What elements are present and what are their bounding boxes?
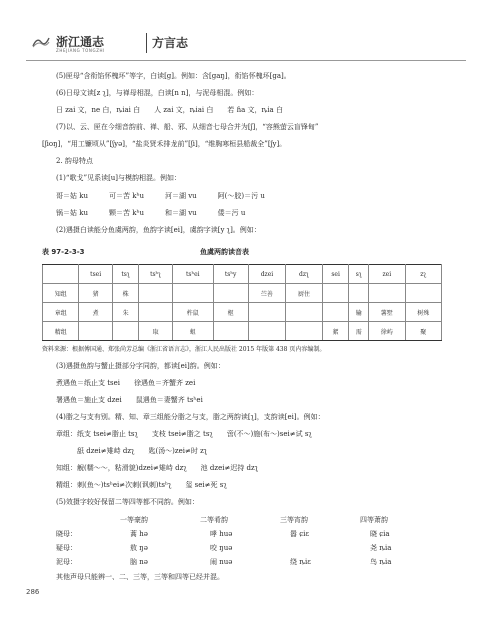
- header-rule: [26, 60, 466, 61]
- table-header-cell: zei: [369, 265, 405, 284]
- compare-cell: 敖 ŋə: [130, 544, 148, 552]
- compare-row-label: 晓母：: [56, 530, 77, 538]
- table-row-label: 知组: [43, 284, 79, 303]
- page-number: 286: [26, 588, 40, 596]
- text-line: (5)匣母“含衔馅怀槐坏”等字，白读[g]。例如：含[gaŋ]，衔馅怀槐坏[ga]。: [56, 72, 291, 80]
- table-cell: 聚: [405, 322, 441, 341]
- table-cell: [286, 303, 322, 322]
- table-cell: 树殊: [405, 303, 441, 322]
- closing-line: 其他声母只能辨一、二、三等，三等和四等已经并混。: [56, 573, 224, 581]
- compare-cell: 哮 huə: [210, 530, 233, 538]
- table-cell: [248, 322, 286, 341]
- compare-row-label: 疑母：: [56, 544, 77, 552]
- text-line: (2)遇摄白读能分鱼虞两韵，鱼韵字读[ei]，虞韵字读[y ʅ]。例如：: [56, 226, 261, 234]
- table-cell: [349, 284, 369, 303]
- table-cell: 猪: [79, 284, 112, 303]
- section-title: 方言志: [152, 36, 189, 50]
- table-row: [43, 284, 442, 303]
- table-cell: [322, 284, 349, 303]
- table-header-cell: zʅ: [405, 265, 441, 284]
- text-line: (1)“歌戈”见系读[u]与模韵相混。例如：: [56, 174, 182, 182]
- table-header-cell: sei: [322, 265, 349, 284]
- table-cell: [139, 284, 173, 303]
- table-cell: 需: [349, 322, 369, 341]
- table-header-cell: tsei: [79, 265, 112, 284]
- page-footer: [26, 580, 466, 600]
- compare-cell: 蒿 hə: [130, 530, 148, 538]
- table-cell: [172, 284, 213, 303]
- compare-cell: 嚣 ɕiɛ: [290, 530, 310, 538]
- text-line: (5)效摄字较好保留二等四等都不同韵。例如：: [56, 498, 199, 506]
- table-cell: 徐屿: [369, 322, 405, 341]
- table-number: 表 97-2-3-3: [42, 248, 85, 256]
- compare-cell: 晓 ɕia: [370, 530, 390, 538]
- table-row-label: 章组: [43, 303, 79, 322]
- compare-cell: 闹 nuə: [210, 558, 233, 566]
- text-line: 煮遇鱼＝纸止支 tsei 徐遇鱼＝齐蟹齐 zei: [56, 379, 196, 387]
- text-line: [ʃioŋ]，“用工镰顷从”[ʃyə]，“盐炎贤禾排龙前”[ʃi]，“维胸寒桓县船裁全”[ʃy]。: [42, 140, 287, 148]
- page-header: [26, 26, 466, 64]
- table-cell: [79, 322, 112, 341]
- compare-cell: 鸟 ȵia: [370, 558, 392, 566]
- compare-header: 四等萧韵: [360, 516, 388, 524]
- table-row: [43, 322, 442, 341]
- readings-table: [42, 264, 442, 341]
- text-line: 知组：觬(糯～～，粘滑貌)dzei≠雉峙 dzʅ 池 dzei≠迟持 dzʅ: [56, 464, 259, 472]
- compare-header: 二等肴韵: [200, 516, 228, 524]
- table-cell: [213, 284, 248, 303]
- table-cell: 絮: [322, 322, 349, 341]
- table-cell: [286, 322, 322, 341]
- text-line: 精组：刺(鱼～)tsʰei≠次刺(讽刺)tsʰʅ 玺 sei≠死 sʅ: [56, 481, 227, 489]
- text-line: 章组：纸支 tsei≠脂止 tsʅ 支枝 tsei≠脂之 tsʅ 啻(不～)施(布～)sei≠试 sʅ: [56, 430, 312, 438]
- table-header-cell: tsʰy: [213, 265, 248, 284]
- text-line: 2. 韵母特点: [56, 157, 93, 165]
- text-line: 锅＝姑 ku 颗＝苦 kʰu 和＝湖 vu 倭＝污 u: [56, 209, 246, 217]
- compare-cell: 绕 ȵiɛ: [290, 558, 311, 566]
- table-cell: 薯墅: [369, 303, 405, 322]
- compare-cell: 咬 ŋuə: [210, 544, 233, 552]
- table-header-cell: tsʅ: [112, 265, 138, 284]
- brand-title: 浙江通志: [56, 35, 105, 49]
- text-line: 舐 dzei≠雉峙 dzʅ 匙(汤～)zei≠时 zʅ: [56, 447, 208, 455]
- table-cell: 苎善: [248, 284, 286, 303]
- text-line: (3)遇摄鱼韵与蟹止摄部分字同韵，都读[ei]韵。例如：: [56, 362, 225, 370]
- table-cell: 朱: [112, 303, 138, 322]
- text-line: (7)以、云、匣在今细音韵前、禅、船、邪、从细音七母合并为[ʃ]，“容熊萤云盲锋甸”: [56, 123, 319, 131]
- text-line: (6)日母文读[z ʅ]，与禅母相混，白读[n n]，与泥母相混。例如：: [56, 89, 259, 97]
- compare-cell: 尧 ȵia: [370, 544, 392, 552]
- logo-icon: [32, 36, 50, 48]
- table-cell: 蛆: [172, 322, 213, 341]
- text-line: 日 zai 文，ne 白，ȵiai 白 人 zai 文，ȵiai 白 若 ɦa 文，ȵia 白: [56, 106, 283, 114]
- table-header-cell: tsʰʅ: [139, 265, 173, 284]
- table-cell: 厨住: [286, 284, 322, 303]
- table-header-cell: dzei: [248, 265, 286, 284]
- table-header-cell: sʅ: [349, 265, 369, 284]
- table-header-row: [43, 265, 442, 284]
- text-line: 哥＝姑 ku 可＝苦 kʰu 河＝湖 vu 阿(～胶)＝污 u: [56, 192, 265, 200]
- table-cell: [248, 303, 286, 322]
- text-line: (4)脂之与支有别。精、知、章三组能分脂之与支，脂之两韵读[ʅ]，支韵读[ei]。例如：: [56, 413, 325, 421]
- table-cell: [405, 284, 441, 303]
- compare-row-label: 泥母：: [56, 558, 77, 566]
- table-cell: 煮: [79, 303, 112, 322]
- table-cell: [213, 322, 248, 341]
- table-cell: 株: [112, 284, 138, 303]
- table-row-label: 精组: [43, 322, 79, 341]
- table-source-note: 资料来源：根据傅国通、郑张尚芳总编《浙江省语言志》，浙江人民出版社 2015 年版第 438 页内容编制。: [42, 346, 326, 353]
- table-cell: 取: [139, 322, 173, 341]
- header-divider: [146, 33, 147, 53]
- table-row: [43, 303, 442, 322]
- table-cell: 输: [349, 303, 369, 322]
- compare-cell: 脑 nə: [130, 558, 148, 566]
- table-cell: 杵鼠: [172, 303, 213, 322]
- compare-header: 一等豪韵: [120, 516, 148, 524]
- brand-subtitle: ZHEJIANG TONGZHI: [56, 48, 105, 53]
- table-cell: [112, 322, 138, 341]
- text-line: 署遇鱼＝施止支 dzei 鼠遇鱼＝妻蟹齐 tsʰei: [56, 396, 203, 404]
- table-header-cell: dzʅ: [286, 265, 322, 284]
- compare-header: 三等宵韵: [280, 516, 308, 524]
- table-cell: [369, 284, 405, 303]
- table-cell: [322, 303, 349, 322]
- table-title: 鱼虞两韵读音表: [200, 248, 249, 256]
- table-cell: [139, 303, 173, 322]
- table-header-cell: [43, 265, 79, 284]
- table-header-cell: tsʰei: [172, 265, 213, 284]
- table-cell: 枢: [213, 303, 248, 322]
